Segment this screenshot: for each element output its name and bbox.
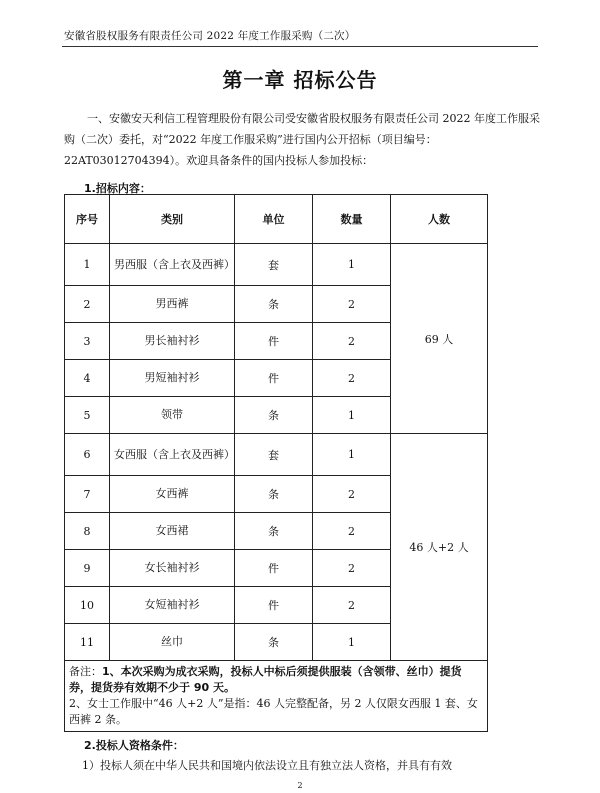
note-prefix: 备注： [69, 665, 102, 678]
header-no: 序号 [65, 195, 110, 244]
cell-name: 男长袖衬衫 [110, 323, 235, 360]
cell-qty: 1 [313, 624, 391, 661]
cell-no: 2 [65, 286, 110, 323]
cell-qty: 2 [313, 513, 391, 550]
table-header-row [65, 195, 488, 244]
cell-name: 女西裙 [110, 513, 235, 550]
cell-people-male: 69 人 [391, 244, 488, 434]
cell-no: 9 [65, 550, 110, 587]
cell-unit: 件 [235, 587, 313, 624]
cell-unit: 件 [235, 550, 313, 587]
cell-name: 男西服（含上衣及西裤） [110, 244, 235, 286]
cell-name: 女西服（含上衣及西裤） [110, 434, 235, 476]
cell-people-female: 46 人+2 人 [391, 434, 488, 661]
cell-name: 女西裤 [110, 476, 235, 513]
cell-unit: 件 [235, 360, 313, 397]
cell-unit: 套 [235, 434, 313, 476]
cell-qty: 2 [313, 587, 391, 624]
cell-unit: 条 [235, 476, 313, 513]
cell-qty: 2 [313, 360, 391, 397]
cell-no: 11 [65, 624, 110, 661]
cell-qty: 2 [313, 476, 391, 513]
header-people: 人数 [391, 195, 488, 244]
cell-name: 丝巾 [110, 624, 235, 661]
page-header: 安徽省股权服务有限责任公司 2022 年度工作服采购（二次） [64, 30, 356, 42]
cell-no: 4 [65, 360, 110, 397]
cell-qty: 1 [313, 397, 391, 434]
cell-name: 男西裤 [110, 286, 235, 323]
cell-qty: 2 [313, 323, 391, 360]
cell-unit: 条 [235, 397, 313, 434]
header-quantity: 数量 [313, 195, 391, 244]
section-1-title: 1.招标内容： [84, 182, 151, 195]
table-note-row [65, 661, 488, 732]
cell-no: 6 [65, 434, 110, 476]
cell-unit: 件 [235, 323, 313, 360]
note-bold: 1、本次采购为成衣采购，投标人中标后须提供服装（含领带、丝巾）提货券，提货券有效期不少于 90 天。 [69, 665, 462, 694]
table-row [65, 244, 488, 286]
table-row [65, 434, 488, 476]
cell-qty: 2 [313, 286, 391, 323]
cell-name: 女长袖衬衫 [110, 550, 235, 587]
note-2: 2、女士工作服中“46 人+2 人”是指：46 人完整配备，另 2 人仅限女西服 1 套、女西裤 2 条。 [69, 697, 478, 726]
cell-name: 男短袖衬衫 [110, 360, 235, 397]
procurement-table [64, 194, 488, 732]
table-note [65, 661, 488, 732]
header-divider [62, 46, 538, 47]
cell-qty: 1 [313, 434, 391, 476]
cell-no: 5 [65, 397, 110, 434]
cell-unit: 套 [235, 244, 313, 286]
cell-unit: 条 [235, 624, 313, 661]
chapter-title: 第一章 招标公告 [222, 68, 378, 92]
cell-name: 女短袖衬衫 [110, 587, 235, 624]
cell-no: 7 [65, 476, 110, 513]
cell-unit: 条 [235, 286, 313, 323]
cell-name: 领带 [110, 397, 235, 434]
header-unit: 单位 [235, 195, 313, 244]
qualification-item-1: 1）投标人须在中华人民共和国境内依法设立且有独立法人资格，并具有有效 [82, 759, 452, 772]
cell-qty: 2 [313, 550, 391, 587]
cell-qty: 1 [313, 244, 391, 286]
page-number: 2 [297, 781, 303, 790]
cell-no: 3 [65, 323, 110, 360]
section-2-title: 2.投标人资格条件： [84, 739, 184, 752]
header-category: 类别 [110, 195, 235, 244]
intro-paragraph: 一、安徽安天利信工程管理股份有限公司受安徽省股权服务有限责任公司 2022 年度工作服采购（二次）委托，对“2022 年度工作服采购”进行国内公开招标（项目编号：22AT03012704394）。欢迎具备条件的国内投标人参加投标： [64, 112, 540, 167]
cell-no: 8 [65, 513, 110, 550]
cell-no: 10 [65, 587, 110, 624]
cell-no: 1 [65, 244, 110, 286]
cell-unit: 条 [235, 513, 313, 550]
